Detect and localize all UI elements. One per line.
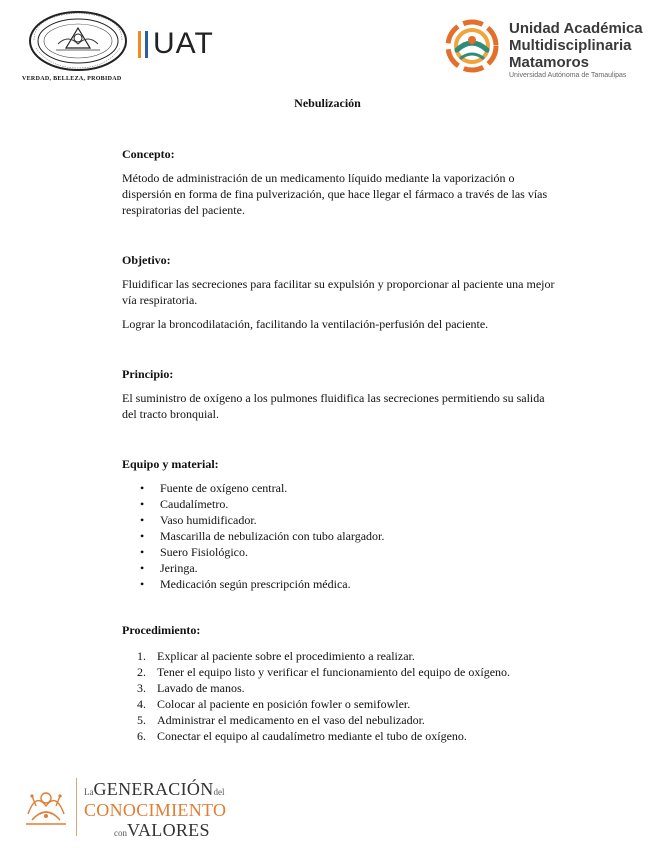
list-item [137,664,562,680]
unit-name-line3: Matamoros [509,54,590,71]
list-item [137,648,562,664]
slogan-valores: VALORES [127,820,210,840]
step-number: 5. [137,713,146,727]
concepto-paragraph: Método de administración de un medicamento líquido mediante la vaporización o dispersión en forma de fina pulverización, que hace llegar el fármaco a través de las vías respiratorias del paciente. [122,171,548,217]
step-text: Colocar al paciente en posición fowler o semifowler. [157,697,411,711]
section-heading-principio: Principio: [122,367,174,381]
list-item: • Caudalímetro. [140,496,562,512]
page-header [0,0,655,90]
footer-slogan [84,780,226,842]
uat-bars-icon [138,31,148,58]
list-item [137,696,562,712]
unit-name-block [509,20,643,81]
footer-divider [76,778,77,836]
list-item: • Medicación según prescripción médica. [140,576,562,592]
unit-name-line1: Unidad Académica [509,20,643,37]
uat-bar-blue [145,31,148,58]
list-item: • Vaso humidificador. [140,512,562,528]
document-body [122,146,562,744]
objetivo-paragraph-2: Lograr la broncodilatación, facilitando la ventilación-perfusión del paciente. [122,317,489,331]
university-seal [22,10,134,80]
slogan-prefix-con: con [114,828,127,838]
page-title: Nebulización [294,96,361,110]
step-number: 3. [137,681,146,695]
step-text: Lavado de manos. [157,681,245,695]
footer-emblem-icon [22,784,70,835]
list-item: • Suero Fisiológico. [140,544,562,560]
unit-subtitle: Universidad Autónoma de Tamaulipas [509,72,627,79]
step-text: Administrar el medicamento en el vaso del nebulizador. [157,713,425,727]
principio-paragraph: El suministro de oxígeno a los pulmones fluidifica las secreciones permitiendo su salida del tracto bronquial. [122,391,545,421]
list-item: • Jeringa. [140,560,562,576]
slogan-prefix-la: La [84,787,94,797]
step-text: Conectar el equipo al caudalímetro mediante el tubo de oxígeno. [157,729,467,743]
uat-bar-orange [138,31,141,58]
page-footer [22,778,262,838]
list-item: • Fuente de oxígeno central. [140,480,562,496]
uat-logo [138,27,214,61]
list-item [137,680,562,696]
step-number: 1. [137,649,146,663]
procedure-steps [137,648,562,744]
seal-motto: VERDAD, BELLEZA, PROBIDAD [22,76,122,82]
uat-logo-text: UAT [153,27,214,60]
equipment-list [140,480,562,592]
slogan-generacion: GENERACIÓN [93,779,214,799]
step-text: Explicar al paciente sobre el procedimiento a realizar. [157,649,415,663]
section-heading-objetivo: Objetivo: [122,253,171,267]
objetivo-paragraph-1: Fluidificar las secreciones para facilitar su expulsión y proporcionar al paciente una mejor vía respiratoria. [122,277,555,307]
slogan-line-2 [84,801,226,821]
step-number: 6. [137,729,146,743]
section-heading-equipo: Equipo y material: [122,457,219,471]
step-text: Tener el equipo listo y verificar el funcionamiento del equipo de oxígeno. [157,665,511,679]
slogan-line-3 [84,821,226,842]
slogan-line-1 [84,780,226,801]
step-number: 4. [137,697,146,711]
step-number: 2. [137,665,146,679]
slogan-conocimiento: CONOCIMIENTO [84,800,227,820]
unit-name-line2: Multidisciplinaria [509,37,632,54]
section-heading-procedimiento: Procedimiento: [122,623,201,637]
section-heading-concepto: Concepto: [122,147,175,161]
list-item [137,728,562,744]
uamm-emblem-icon [443,18,501,79]
slogan-suffix-del: del [213,787,225,797]
list-item [137,712,562,728]
list-item: • Mascarilla de nebulización con tubo alargador. [140,528,562,544]
university-seal-icon [28,10,128,72]
